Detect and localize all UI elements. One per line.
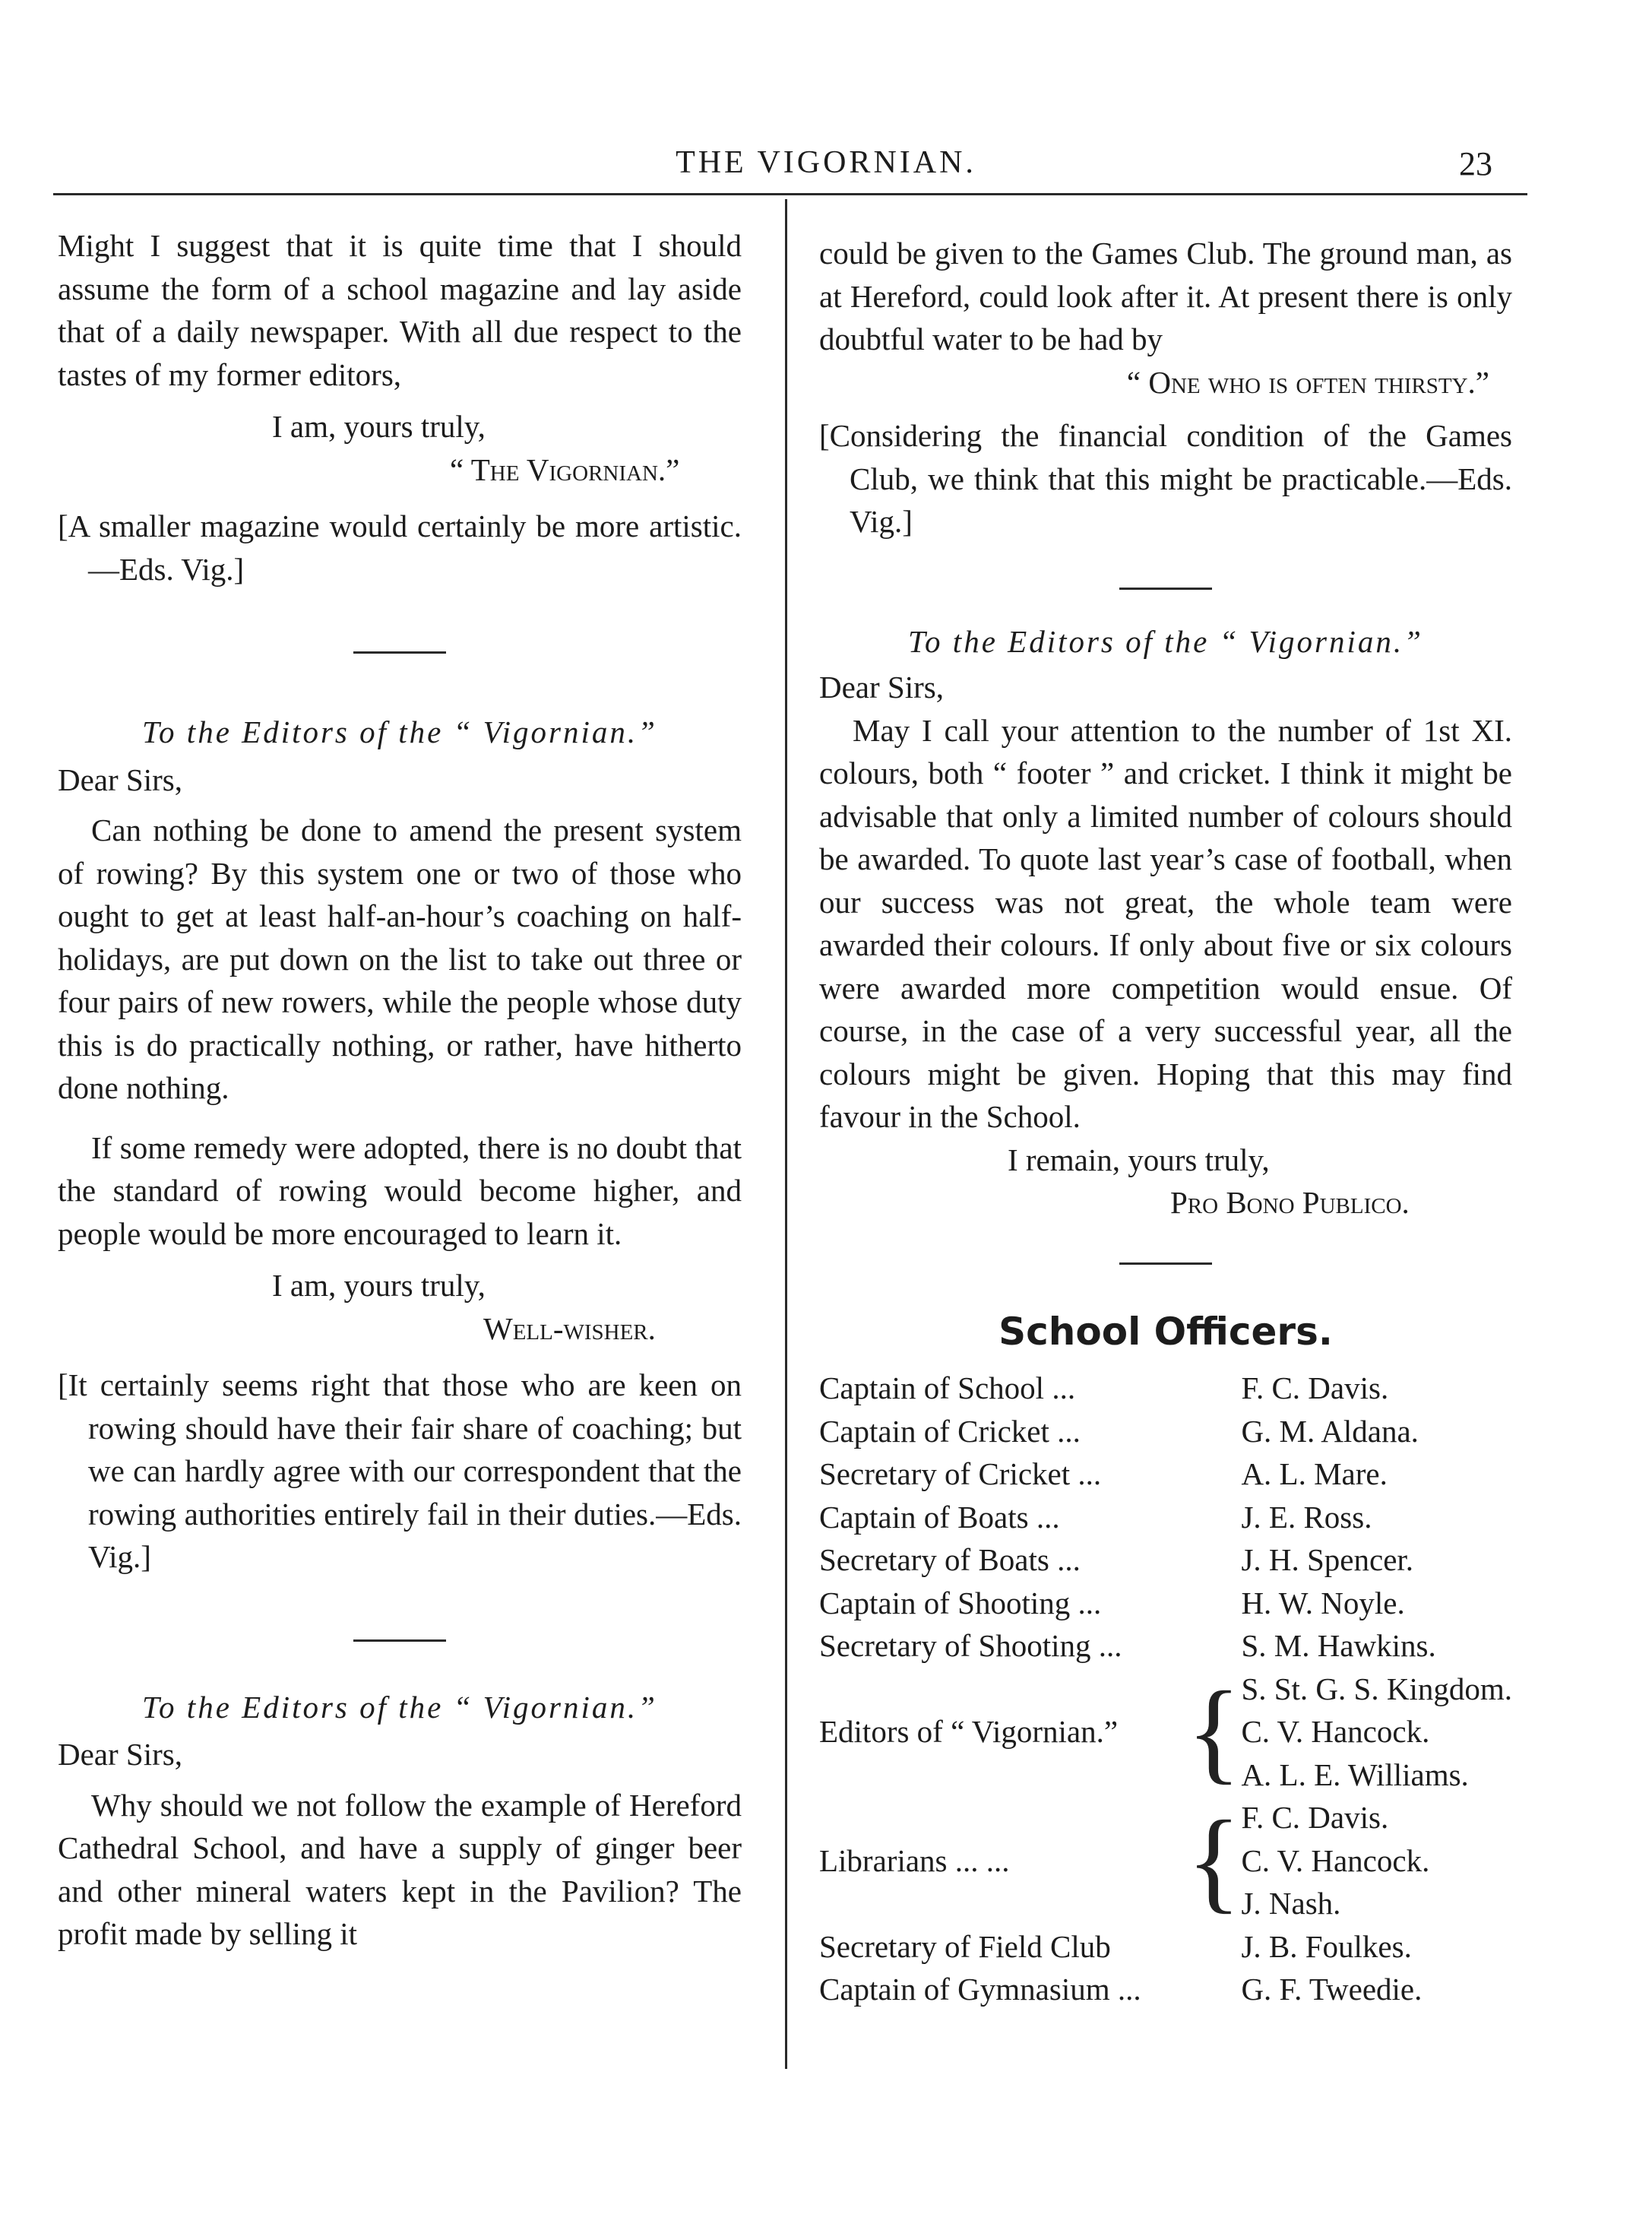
letter4-address: To the Editors of the “ Vigornian.” xyxy=(908,623,1423,659)
officer-name: J. H. Spencer. xyxy=(1241,1542,1414,1577)
officer-role: Captain of Boats ... xyxy=(819,1499,1060,1535)
letter3-signature: “ One who is often thirsty.” xyxy=(1126,364,1489,400)
letter2-salutation: Dear Sirs, xyxy=(58,762,182,797)
separator-rule xyxy=(353,651,446,654)
letter1-signature: “ The Vigornian.” xyxy=(450,451,680,487)
school-officers-table xyxy=(819,1367,1512,2011)
letter4-signature: Pro Bono Publico. xyxy=(1170,1185,1410,1220)
letter1-editor-reply: [A smaller magazine would certainly be more artistic.—Eds. Vig.] xyxy=(58,508,742,587)
officer-name: G. M. Aldana. xyxy=(1241,1413,1419,1449)
officer-role: Captain of Shooting ... xyxy=(819,1585,1102,1620)
officer-role: Captain of School ... xyxy=(819,1370,1076,1405)
officer-spacer xyxy=(1186,1452,1241,1496)
letter1-body: Might I suggest that it is quite time that I should assume the form of a school magazine and lay aside that of a daily newspaper. With all due respect to the tastes of my former editors, xyxy=(58,228,742,392)
officer-row xyxy=(819,1624,1512,1668)
editors-name: C. V. Hancock. xyxy=(1241,1714,1430,1749)
letter2-paragraph-1: Can nothing be done to amend the present system of rowing? By this system one or two of those who ought to get at least half-an-hour’s coaching on half-holidays, are put down on the list to take out three or four pairs of new rowers, while the people whose duty this is do practically nothing, or rather, have hitherto done nothing. xyxy=(58,813,742,1105)
officer-spacer xyxy=(1186,1925,1241,1969)
officer-name: H. W. Noyle. xyxy=(1241,1585,1405,1620)
letter3-address: To the Editors of the “ Vigornian.” xyxy=(142,1689,657,1725)
page-number: 23 xyxy=(1459,145,1492,182)
editors-row xyxy=(819,1668,1512,1711)
officer-role: Captain of Cricket ... xyxy=(819,1413,1081,1449)
separator-rule xyxy=(353,1639,446,1642)
school-officers-title: School Officers. xyxy=(998,1309,1333,1354)
officer-spacer xyxy=(1186,1367,1241,1410)
officer-name: F. C. Davis. xyxy=(1241,1370,1389,1405)
librarians-name: J. Nash. xyxy=(1241,1886,1341,1921)
officer-row xyxy=(819,1968,1512,2011)
letter3-continuation: could be given to the Games Club. The ground man, as at Hereford, could look after it. At present there is only doubtful water to be had by xyxy=(819,236,1512,356)
letter3-paragraph-1: Why should we not follow the example of Hereford Cathedral School, and have a supply of ginger beer and other mineral waters kept in the Pavilion? The profit made by selling it xyxy=(58,1787,742,1951)
letter2-signature: Well-wisher. xyxy=(483,1310,656,1346)
officer-role: Captain of Gymnasium ... xyxy=(819,1972,1141,2007)
officer-row xyxy=(819,1410,1512,1453)
officer-role: Secretary of Shooting ... xyxy=(819,1628,1122,1663)
letter2-editor-reply: [It certainly seems right that those who are keen on rowing should have their fair share of coaching; but we can hardly agree with our correspondent that the rowing authorities entirely fail in their duties.—Eds. Vig.] xyxy=(58,1367,742,1574)
editors-name: A. L. E. Williams. xyxy=(1241,1757,1469,1792)
officer-name: J. E. Ross. xyxy=(1241,1499,1372,1535)
librarians-name: C. V. Hancock. xyxy=(1241,1842,1430,1878)
librarians-role: Librarians ... ... xyxy=(819,1842,1010,1878)
editors-name: S. St. G. S. Kingdom. xyxy=(1241,1671,1512,1706)
letter4-salutation: Dear Sirs, xyxy=(819,670,944,705)
officer-row xyxy=(819,1582,1512,1625)
editors-role: Editors of “ Vigornian.” xyxy=(819,1714,1119,1749)
officer-spacer xyxy=(1186,1410,1241,1453)
left-column xyxy=(58,224,742,1956)
running-head: THE VIGORNIAN. xyxy=(676,145,976,180)
officer-role: Secretary of Field Club xyxy=(819,1928,1111,1964)
letter4-closing: I remain, yours truly, xyxy=(1008,1142,1270,1177)
column-divider xyxy=(785,199,787,2069)
officer-row xyxy=(819,1367,1512,1410)
officer-name: G. F. Tweedie. xyxy=(1241,1972,1423,2007)
header-rule xyxy=(53,193,1527,195)
librarians-name: F. C. Davis. xyxy=(1241,1800,1389,1835)
officer-spacer xyxy=(1186,1624,1241,1668)
officer-role: Secretary of Cricket ... xyxy=(819,1456,1102,1491)
officer-row xyxy=(819,1538,1512,1582)
officer-row xyxy=(819,1496,1512,1539)
librarians-row xyxy=(819,1796,1512,1839)
letter4-paragraph-1: May I call your attention to the number of 1st XI. colours, both “ footer ” and cricket. I think it might be advisable that only a limited number of colours should be awarded. To quote last year’s case of football, when our success was not great, the whole team were awarded their colours. If only about five or six colours were awarded more competition would ensue. Of course, in the case of a very successful year, all the colours might be given. Hoping that this may find favour in the School. xyxy=(819,712,1512,1134)
officer-name: S. M. Hawkins. xyxy=(1241,1628,1436,1663)
brace-icon: { xyxy=(1186,1797,1242,1924)
letter2-paragraph-2: If some remedy were adopted, there is no doubt that the standard of rowing would become higher, and people would be more encouraged to learn it. xyxy=(58,1129,742,1251)
right-column xyxy=(819,232,1512,2011)
officer-row xyxy=(819,1925,1512,1969)
officer-spacer xyxy=(1186,1538,1241,1582)
officer-row xyxy=(819,1452,1512,1496)
letter3-editor-reply: [Considering the financial condition of the Games Club, we think that this might be practicable.—Eds. Vig.] xyxy=(819,418,1512,539)
officer-spacer xyxy=(1186,1582,1241,1625)
letter1-closing: I am, yours truly, xyxy=(272,409,486,444)
letter3-salutation: Dear Sirs, xyxy=(58,1737,182,1772)
officer-spacer xyxy=(1186,1496,1241,1539)
officer-name: J. B. Foulkes. xyxy=(1241,1928,1412,1964)
letter2-closing: I am, yours truly, xyxy=(272,1268,486,1303)
officer-name: A. L. Mare. xyxy=(1241,1456,1388,1491)
separator-rule xyxy=(1119,1262,1212,1265)
separator-rule xyxy=(1119,588,1212,590)
officer-spacer xyxy=(1186,1968,1241,2011)
letter2-address: To the Editors of the “ Vigornian.” xyxy=(142,714,657,749)
officer-role: Secretary of Boats ... xyxy=(819,1542,1081,1577)
brace-icon: { xyxy=(1186,1668,1242,1795)
